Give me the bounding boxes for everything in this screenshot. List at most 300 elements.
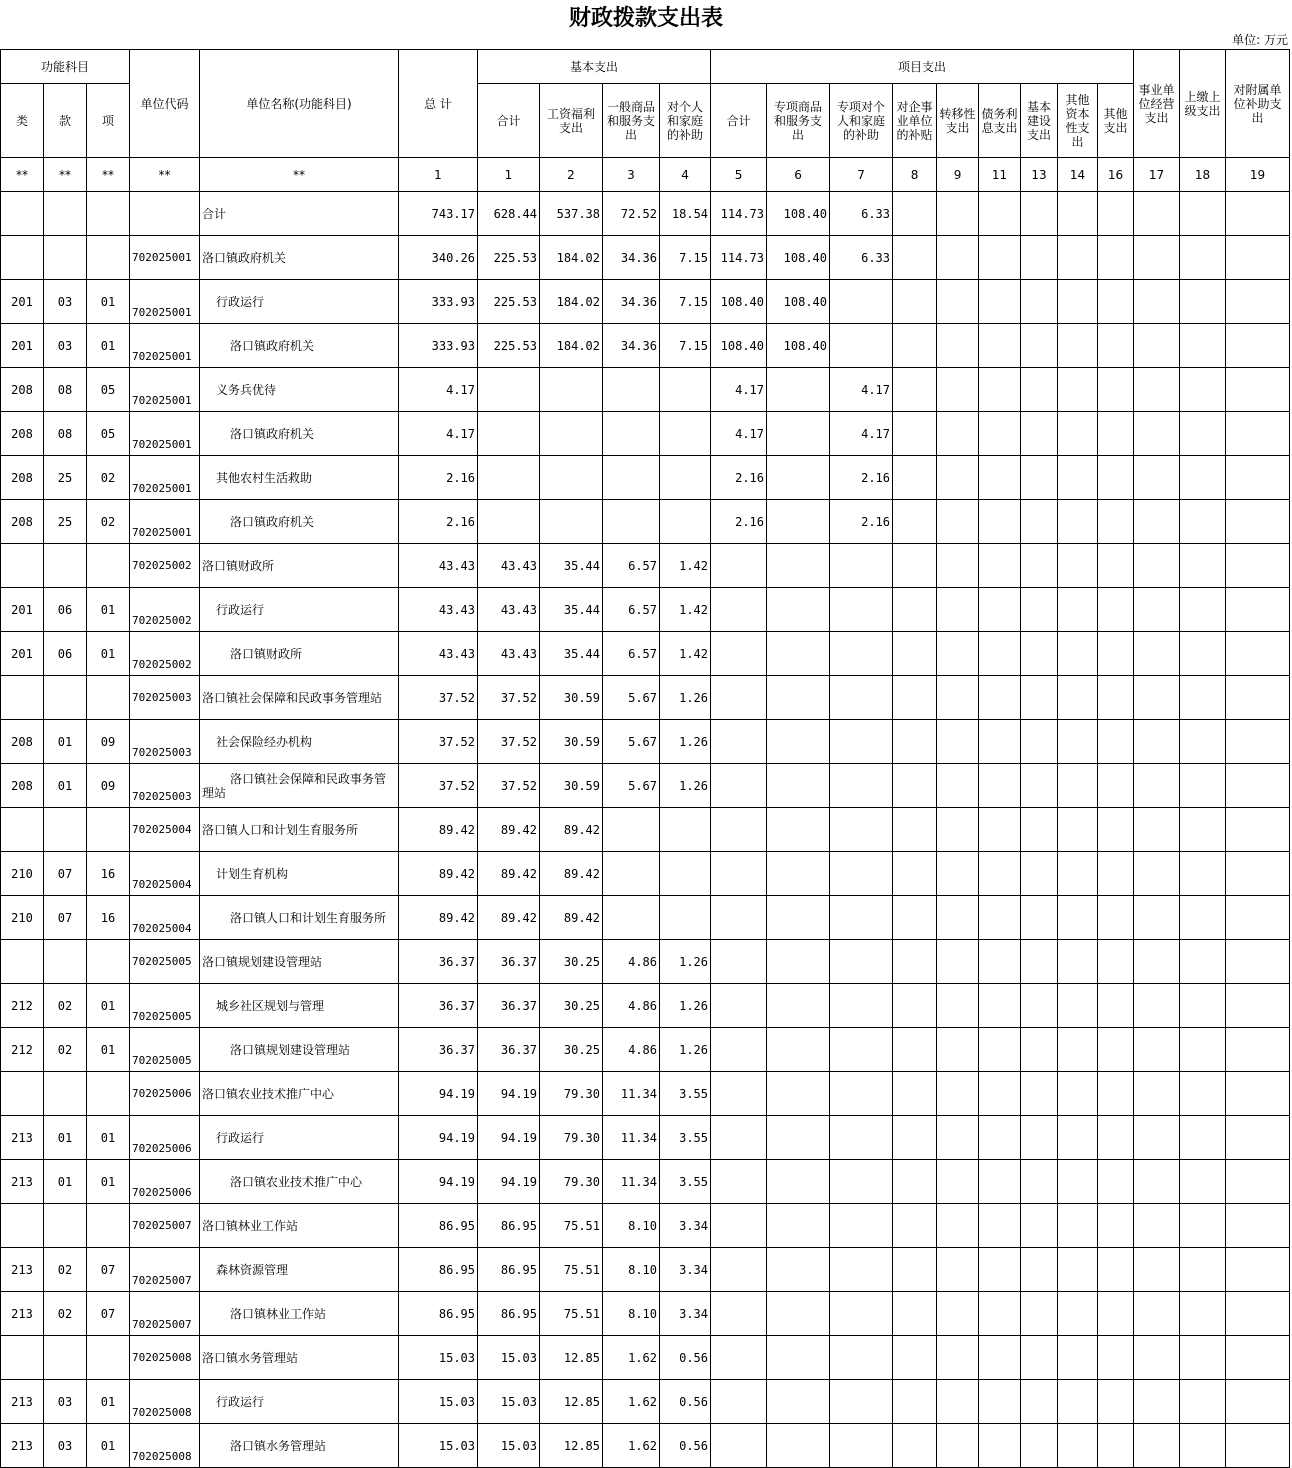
empty-cell xyxy=(1098,720,1134,764)
kuan-cell xyxy=(44,544,87,588)
empty-cell xyxy=(1226,280,1290,324)
project-col-header: 转移性支出 xyxy=(937,84,979,158)
amount-cell: 89.42 xyxy=(540,808,603,852)
amount-cell: 225.53 xyxy=(478,324,540,368)
empty-cell xyxy=(979,236,1021,280)
unit-code-cell: 702025001 xyxy=(130,500,200,544)
amount-cell xyxy=(767,1380,830,1424)
empty-cell xyxy=(893,1424,937,1468)
empty-cell xyxy=(1058,720,1098,764)
empty-cell xyxy=(979,1424,1021,1468)
unit-code-cell: 702025007 xyxy=(130,1292,200,1336)
empty-cell xyxy=(1226,192,1290,236)
table-row xyxy=(1,236,1290,280)
lei-cell: 210 xyxy=(1,896,44,940)
empty-cell xyxy=(1058,1248,1098,1292)
amount-cell xyxy=(830,1160,893,1204)
empty-cell xyxy=(1134,808,1180,852)
amount-cell: 4.86 xyxy=(603,940,660,984)
table-row xyxy=(1,280,1290,324)
xiang-cell: 01 xyxy=(87,1028,130,1072)
empty-cell xyxy=(979,984,1021,1028)
kuan-cell: 02 xyxy=(44,1248,87,1292)
table-row xyxy=(1,720,1290,764)
amount-cell: 6.33 xyxy=(830,192,893,236)
unit-code-cell: 702025001 xyxy=(130,324,200,368)
empty-cell xyxy=(1021,632,1058,676)
kuan-cell: 25 xyxy=(44,456,87,500)
empty-cell xyxy=(1134,500,1180,544)
amount-cell xyxy=(540,456,603,500)
amount-cell: 34.36 xyxy=(603,280,660,324)
empty-cell xyxy=(1058,368,1098,412)
amount-cell xyxy=(478,500,540,544)
empty-cell xyxy=(1134,764,1180,808)
empty-cell xyxy=(1021,324,1058,368)
table-row xyxy=(1,1072,1290,1116)
empty-cell xyxy=(1226,676,1290,720)
xiang-cell: 01 xyxy=(87,324,130,368)
empty-cell xyxy=(1021,1028,1058,1072)
amount-cell: 75.51 xyxy=(540,1204,603,1248)
empty-cell xyxy=(937,764,979,808)
xiang-cell: 01 xyxy=(87,588,130,632)
empty-cell xyxy=(979,1292,1021,1336)
empty-cell xyxy=(893,544,937,588)
empty-cell xyxy=(1021,1204,1058,1248)
empty-cell xyxy=(979,1072,1021,1116)
kuan-cell: 06 xyxy=(44,632,87,676)
empty-cell xyxy=(1134,632,1180,676)
lei-cell xyxy=(1,1204,44,1248)
unit-code-cell: 702025005 xyxy=(130,1028,200,1072)
lei-cell xyxy=(1,940,44,984)
lei-cell xyxy=(1,236,44,280)
unit-code-cell: 702025001 xyxy=(130,368,200,412)
table-row xyxy=(1,588,1290,632)
amount-cell: 340.26 xyxy=(399,236,478,280)
expenditure-table xyxy=(0,49,1290,1468)
lei-cell: 213 xyxy=(1,1116,44,1160)
amount-cell: 184.02 xyxy=(540,280,603,324)
amount-cell xyxy=(711,1248,767,1292)
kuan-cell: 06 xyxy=(44,588,87,632)
empty-cell xyxy=(979,412,1021,456)
amount-cell xyxy=(540,412,603,456)
amount-cell: 4.17 xyxy=(711,412,767,456)
amount-cell: 89.42 xyxy=(478,852,540,896)
index-cell: 13 xyxy=(1021,158,1058,192)
unit-name-cell: 洛口镇人口和计划生育服务所 xyxy=(200,808,399,852)
amount-cell xyxy=(767,1424,830,1468)
lei-cell: 212 xyxy=(1,984,44,1028)
empty-cell xyxy=(893,1160,937,1204)
empty-cell xyxy=(1058,764,1098,808)
index-cell: ** xyxy=(200,158,399,192)
index-cell: ** xyxy=(87,158,130,192)
empty-cell xyxy=(1226,720,1290,764)
amount-cell: 30.59 xyxy=(540,720,603,764)
unit-code-cell: 702025002 xyxy=(130,588,200,632)
kuan-cell: 02 xyxy=(44,1028,87,1072)
amount-cell: 89.42 xyxy=(399,896,478,940)
amount-cell: 6.57 xyxy=(603,544,660,588)
amount-cell: 7.15 xyxy=(660,236,711,280)
amount-cell: 7.15 xyxy=(660,324,711,368)
table-row xyxy=(1,500,1290,544)
empty-cell xyxy=(979,720,1021,764)
amount-cell xyxy=(603,368,660,412)
xiang-cell: 09 xyxy=(87,720,130,764)
amount-cell xyxy=(830,984,893,1028)
amount-cell: 4.17 xyxy=(711,368,767,412)
amount-cell: 79.30 xyxy=(540,1160,603,1204)
empty-cell xyxy=(1058,808,1098,852)
amount-cell xyxy=(711,1336,767,1380)
empty-cell xyxy=(937,632,979,676)
amount-cell: 0.56 xyxy=(660,1380,711,1424)
empty-cell xyxy=(1058,896,1098,940)
amount-cell: 2.16 xyxy=(830,500,893,544)
unit-name-cell: 洛口镇规划建设管理站 xyxy=(200,940,399,984)
empty-cell xyxy=(1180,544,1226,588)
amount-cell xyxy=(711,544,767,588)
unit-code-cell: 702025005 xyxy=(130,940,200,984)
unit-code-cell xyxy=(130,192,200,236)
empty-cell xyxy=(1058,1424,1098,1468)
amount-cell: 37.52 xyxy=(478,764,540,808)
table-row xyxy=(1,1424,1290,1468)
table-row xyxy=(1,368,1290,412)
empty-cell xyxy=(979,808,1021,852)
amount-cell xyxy=(660,896,711,940)
amount-cell xyxy=(830,280,893,324)
lei-cell: 210 xyxy=(1,852,44,896)
empty-cell xyxy=(937,720,979,764)
empty-cell xyxy=(979,588,1021,632)
xiang-cell: 02 xyxy=(87,500,130,544)
empty-cell xyxy=(1058,632,1098,676)
amount-cell xyxy=(711,1292,767,1336)
unit-name-cell: 洛口镇规划建设管理站 xyxy=(200,1028,399,1072)
empty-cell xyxy=(937,544,979,588)
amount-cell: 75.51 xyxy=(540,1248,603,1292)
amount-cell: 5.67 xyxy=(603,676,660,720)
empty-cell xyxy=(1180,896,1226,940)
empty-cell xyxy=(1226,544,1290,588)
lei-cell xyxy=(1,192,44,236)
index-cell: ** xyxy=(1,158,44,192)
empty-cell xyxy=(1021,1160,1058,1204)
amount-cell: 94.19 xyxy=(399,1160,478,1204)
amount-cell xyxy=(711,1160,767,1204)
empty-cell xyxy=(1058,500,1098,544)
index-cell: 2 xyxy=(540,158,603,192)
empty-cell xyxy=(979,1248,1021,1292)
empty-cell xyxy=(1058,588,1098,632)
amount-cell: 15.03 xyxy=(399,1380,478,1424)
empty-cell xyxy=(1098,1424,1134,1468)
project-col-header: 合计 xyxy=(711,84,767,158)
amount-cell xyxy=(711,1204,767,1248)
amount-cell: 1.26 xyxy=(660,940,711,984)
amount-cell: 43.43 xyxy=(399,632,478,676)
amount-cell xyxy=(711,808,767,852)
empty-cell xyxy=(1134,1116,1180,1160)
unit-name-cell: 洛口镇社会保障和民政事务管理站 xyxy=(200,764,399,808)
empty-cell xyxy=(979,1336,1021,1380)
amount-cell: 36.37 xyxy=(399,984,478,1028)
unit-name-cell: 森林资源管理 xyxy=(200,1248,399,1292)
empty-cell xyxy=(1058,1072,1098,1116)
amount-cell xyxy=(603,412,660,456)
empty-cell xyxy=(1134,412,1180,456)
empty-cell xyxy=(1098,456,1134,500)
empty-cell xyxy=(1021,1072,1058,1116)
table-row xyxy=(1,632,1290,676)
kuan-cell: 01 xyxy=(44,1116,87,1160)
empty-cell xyxy=(1021,896,1058,940)
amount-cell xyxy=(711,1380,767,1424)
kuan-cell xyxy=(44,1072,87,1116)
empty-cell xyxy=(1098,1380,1134,1424)
amount-cell: 333.93 xyxy=(399,280,478,324)
empty-cell xyxy=(1058,456,1098,500)
amount-cell xyxy=(767,368,830,412)
amount-cell xyxy=(767,896,830,940)
empty-cell xyxy=(893,1248,937,1292)
amount-cell: 1.26 xyxy=(660,1028,711,1072)
unit-name-cell: 洛口镇水务管理站 xyxy=(200,1424,399,1468)
table-row xyxy=(1,676,1290,720)
amount-cell xyxy=(767,852,830,896)
empty-cell xyxy=(979,500,1021,544)
amount-cell xyxy=(767,984,830,1028)
basic-col-header: 对个人和家庭的补助 xyxy=(660,84,711,158)
index-cell: 7 xyxy=(830,158,893,192)
empty-cell xyxy=(1180,324,1226,368)
lei-cell xyxy=(1,1336,44,1380)
table-row xyxy=(1,940,1290,984)
lei-cell: 208 xyxy=(1,368,44,412)
kuan-header: 款 xyxy=(44,84,87,158)
amount-cell: 89.42 xyxy=(540,852,603,896)
amount-cell: 94.19 xyxy=(399,1072,478,1116)
empty-cell xyxy=(893,720,937,764)
amount-cell: 35.44 xyxy=(540,544,603,588)
empty-cell xyxy=(1226,1292,1290,1336)
kuan-cell: 07 xyxy=(44,896,87,940)
kuan-cell xyxy=(44,676,87,720)
amount-cell: 89.42 xyxy=(399,808,478,852)
amount-cell xyxy=(767,1292,830,1336)
amount-cell: 37.52 xyxy=(399,764,478,808)
index-cell: 1 xyxy=(478,158,540,192)
unit-code-cell: 702025007 xyxy=(130,1204,200,1248)
unit-code-cell: 702025003 xyxy=(130,676,200,720)
amount-cell: 2.16 xyxy=(399,456,478,500)
amount-cell: 114.73 xyxy=(711,192,767,236)
amount-cell: 34.36 xyxy=(603,236,660,280)
empty-cell xyxy=(1180,1028,1226,1072)
empty-cell xyxy=(1098,1072,1134,1116)
table-row xyxy=(1,456,1290,500)
empty-cell xyxy=(893,236,937,280)
empty-cell xyxy=(1134,1380,1180,1424)
amount-cell: 8.10 xyxy=(603,1204,660,1248)
amount-cell xyxy=(711,720,767,764)
empty-cell xyxy=(1180,720,1226,764)
amount-cell xyxy=(660,412,711,456)
amount-cell: 108.40 xyxy=(767,236,830,280)
index-cell: ** xyxy=(44,158,87,192)
unit-name-cell: 洛口镇政府机关 xyxy=(200,500,399,544)
amount-cell: 108.40 xyxy=(767,280,830,324)
empty-cell xyxy=(893,280,937,324)
amount-cell: 86.95 xyxy=(478,1248,540,1292)
unit-code-cell: 702025002 xyxy=(130,632,200,676)
amount-cell: 86.95 xyxy=(399,1204,478,1248)
amount-cell: 3.55 xyxy=(660,1072,711,1116)
amount-cell xyxy=(711,676,767,720)
table-row xyxy=(1,852,1290,896)
empty-cell xyxy=(893,456,937,500)
amount-cell xyxy=(660,456,711,500)
unit-code-cell: 702025008 xyxy=(130,1336,200,1380)
empty-cell xyxy=(1134,1204,1180,1248)
empty-cell xyxy=(1226,1204,1290,1248)
kuan-cell: 01 xyxy=(44,764,87,808)
amount-cell xyxy=(767,1116,830,1160)
empty-cell xyxy=(1058,544,1098,588)
index-cell: ** xyxy=(130,158,200,192)
amount-cell: 89.42 xyxy=(478,896,540,940)
empty-cell xyxy=(893,1292,937,1336)
kuan-cell: 25 xyxy=(44,500,87,544)
empty-cell xyxy=(1226,1160,1290,1204)
kuan-cell: 03 xyxy=(44,324,87,368)
empty-cell xyxy=(1226,808,1290,852)
empty-cell xyxy=(1098,368,1134,412)
empty-cell xyxy=(1021,720,1058,764)
amount-cell: 18.54 xyxy=(660,192,711,236)
lei-cell: 213 xyxy=(1,1292,44,1336)
unit-name-cell: 洛口镇财政所 xyxy=(200,544,399,588)
empty-cell xyxy=(893,1072,937,1116)
amount-cell: 4.17 xyxy=(399,368,478,412)
empty-cell xyxy=(1058,1336,1098,1380)
empty-cell xyxy=(1021,1380,1058,1424)
amount-cell: 1.26 xyxy=(660,720,711,764)
empty-cell xyxy=(1058,280,1098,324)
empty-cell xyxy=(1058,1204,1098,1248)
empty-cell xyxy=(1226,852,1290,896)
unit-code-cell: 702025004 xyxy=(130,852,200,896)
empty-cell xyxy=(1098,764,1134,808)
amount-cell xyxy=(767,1248,830,1292)
amount-cell xyxy=(830,764,893,808)
empty-cell xyxy=(937,1336,979,1380)
amount-cell xyxy=(711,1072,767,1116)
empty-cell xyxy=(1226,1424,1290,1468)
amount-cell: 37.52 xyxy=(478,720,540,764)
amount-cell: 4.17 xyxy=(399,412,478,456)
amount-cell: 94.19 xyxy=(478,1116,540,1160)
amount-cell: 94.19 xyxy=(399,1116,478,1160)
lei-cell: 208 xyxy=(1,764,44,808)
xiang-cell xyxy=(87,1072,130,1116)
empty-cell xyxy=(1134,984,1180,1028)
amount-cell xyxy=(711,1424,767,1468)
lei-cell: 208 xyxy=(1,456,44,500)
project-col-header: 其他支出 xyxy=(1098,84,1134,158)
empty-cell xyxy=(1098,324,1134,368)
empty-cell xyxy=(1180,632,1226,676)
table-row xyxy=(1,1116,1290,1160)
unit-name-cell: 行政运行 xyxy=(200,280,399,324)
amount-cell: 15.03 xyxy=(478,1336,540,1380)
xiang-cell xyxy=(87,236,130,280)
empty-cell xyxy=(937,1072,979,1116)
amount-cell xyxy=(830,896,893,940)
index-cell: 17 xyxy=(1134,158,1180,192)
amount-cell xyxy=(540,500,603,544)
empty-cell xyxy=(1226,324,1290,368)
empty-cell xyxy=(1021,764,1058,808)
amount-cell: 4.86 xyxy=(603,1028,660,1072)
empty-cell xyxy=(893,676,937,720)
empty-cell xyxy=(1021,368,1058,412)
table-row xyxy=(1,412,1290,456)
lei-cell: 201 xyxy=(1,632,44,676)
empty-cell xyxy=(1134,1424,1180,1468)
amount-cell xyxy=(830,1336,893,1380)
amount-cell xyxy=(830,676,893,720)
amount-cell: 75.51 xyxy=(540,1292,603,1336)
amount-cell: 4.17 xyxy=(830,412,893,456)
amount-cell xyxy=(767,1072,830,1116)
unit-code-cell: 702025006 xyxy=(130,1116,200,1160)
amount-cell: 37.52 xyxy=(399,676,478,720)
amount-cell xyxy=(830,808,893,852)
lei-cell: 208 xyxy=(1,720,44,764)
amount-cell: 94.19 xyxy=(478,1072,540,1116)
kuan-cell: 03 xyxy=(44,280,87,324)
amount-cell xyxy=(660,500,711,544)
project-col-header: 基本建设支出 xyxy=(1021,84,1058,158)
unit-code-cell: 702025001 xyxy=(130,280,200,324)
index-cell: 3 xyxy=(603,158,660,192)
xiang-cell: 16 xyxy=(87,852,130,896)
empty-cell xyxy=(1058,192,1098,236)
amount-cell xyxy=(478,456,540,500)
lei-cell: 213 xyxy=(1,1160,44,1204)
amount-cell: 1.42 xyxy=(660,632,711,676)
unit-code-cell: 702025007 xyxy=(130,1248,200,1292)
empty-cell xyxy=(1180,236,1226,280)
empty-cell xyxy=(1021,1336,1058,1380)
empty-cell xyxy=(1226,984,1290,1028)
empty-cell xyxy=(937,412,979,456)
empty-cell xyxy=(1180,280,1226,324)
amount-cell xyxy=(660,368,711,412)
empty-cell xyxy=(893,852,937,896)
amount-cell xyxy=(767,940,830,984)
empty-cell xyxy=(1180,1248,1226,1292)
empty-cell xyxy=(979,280,1021,324)
index-cell: 5 xyxy=(711,158,767,192)
project-col-header: 对企事业单位的补贴 xyxy=(893,84,937,158)
